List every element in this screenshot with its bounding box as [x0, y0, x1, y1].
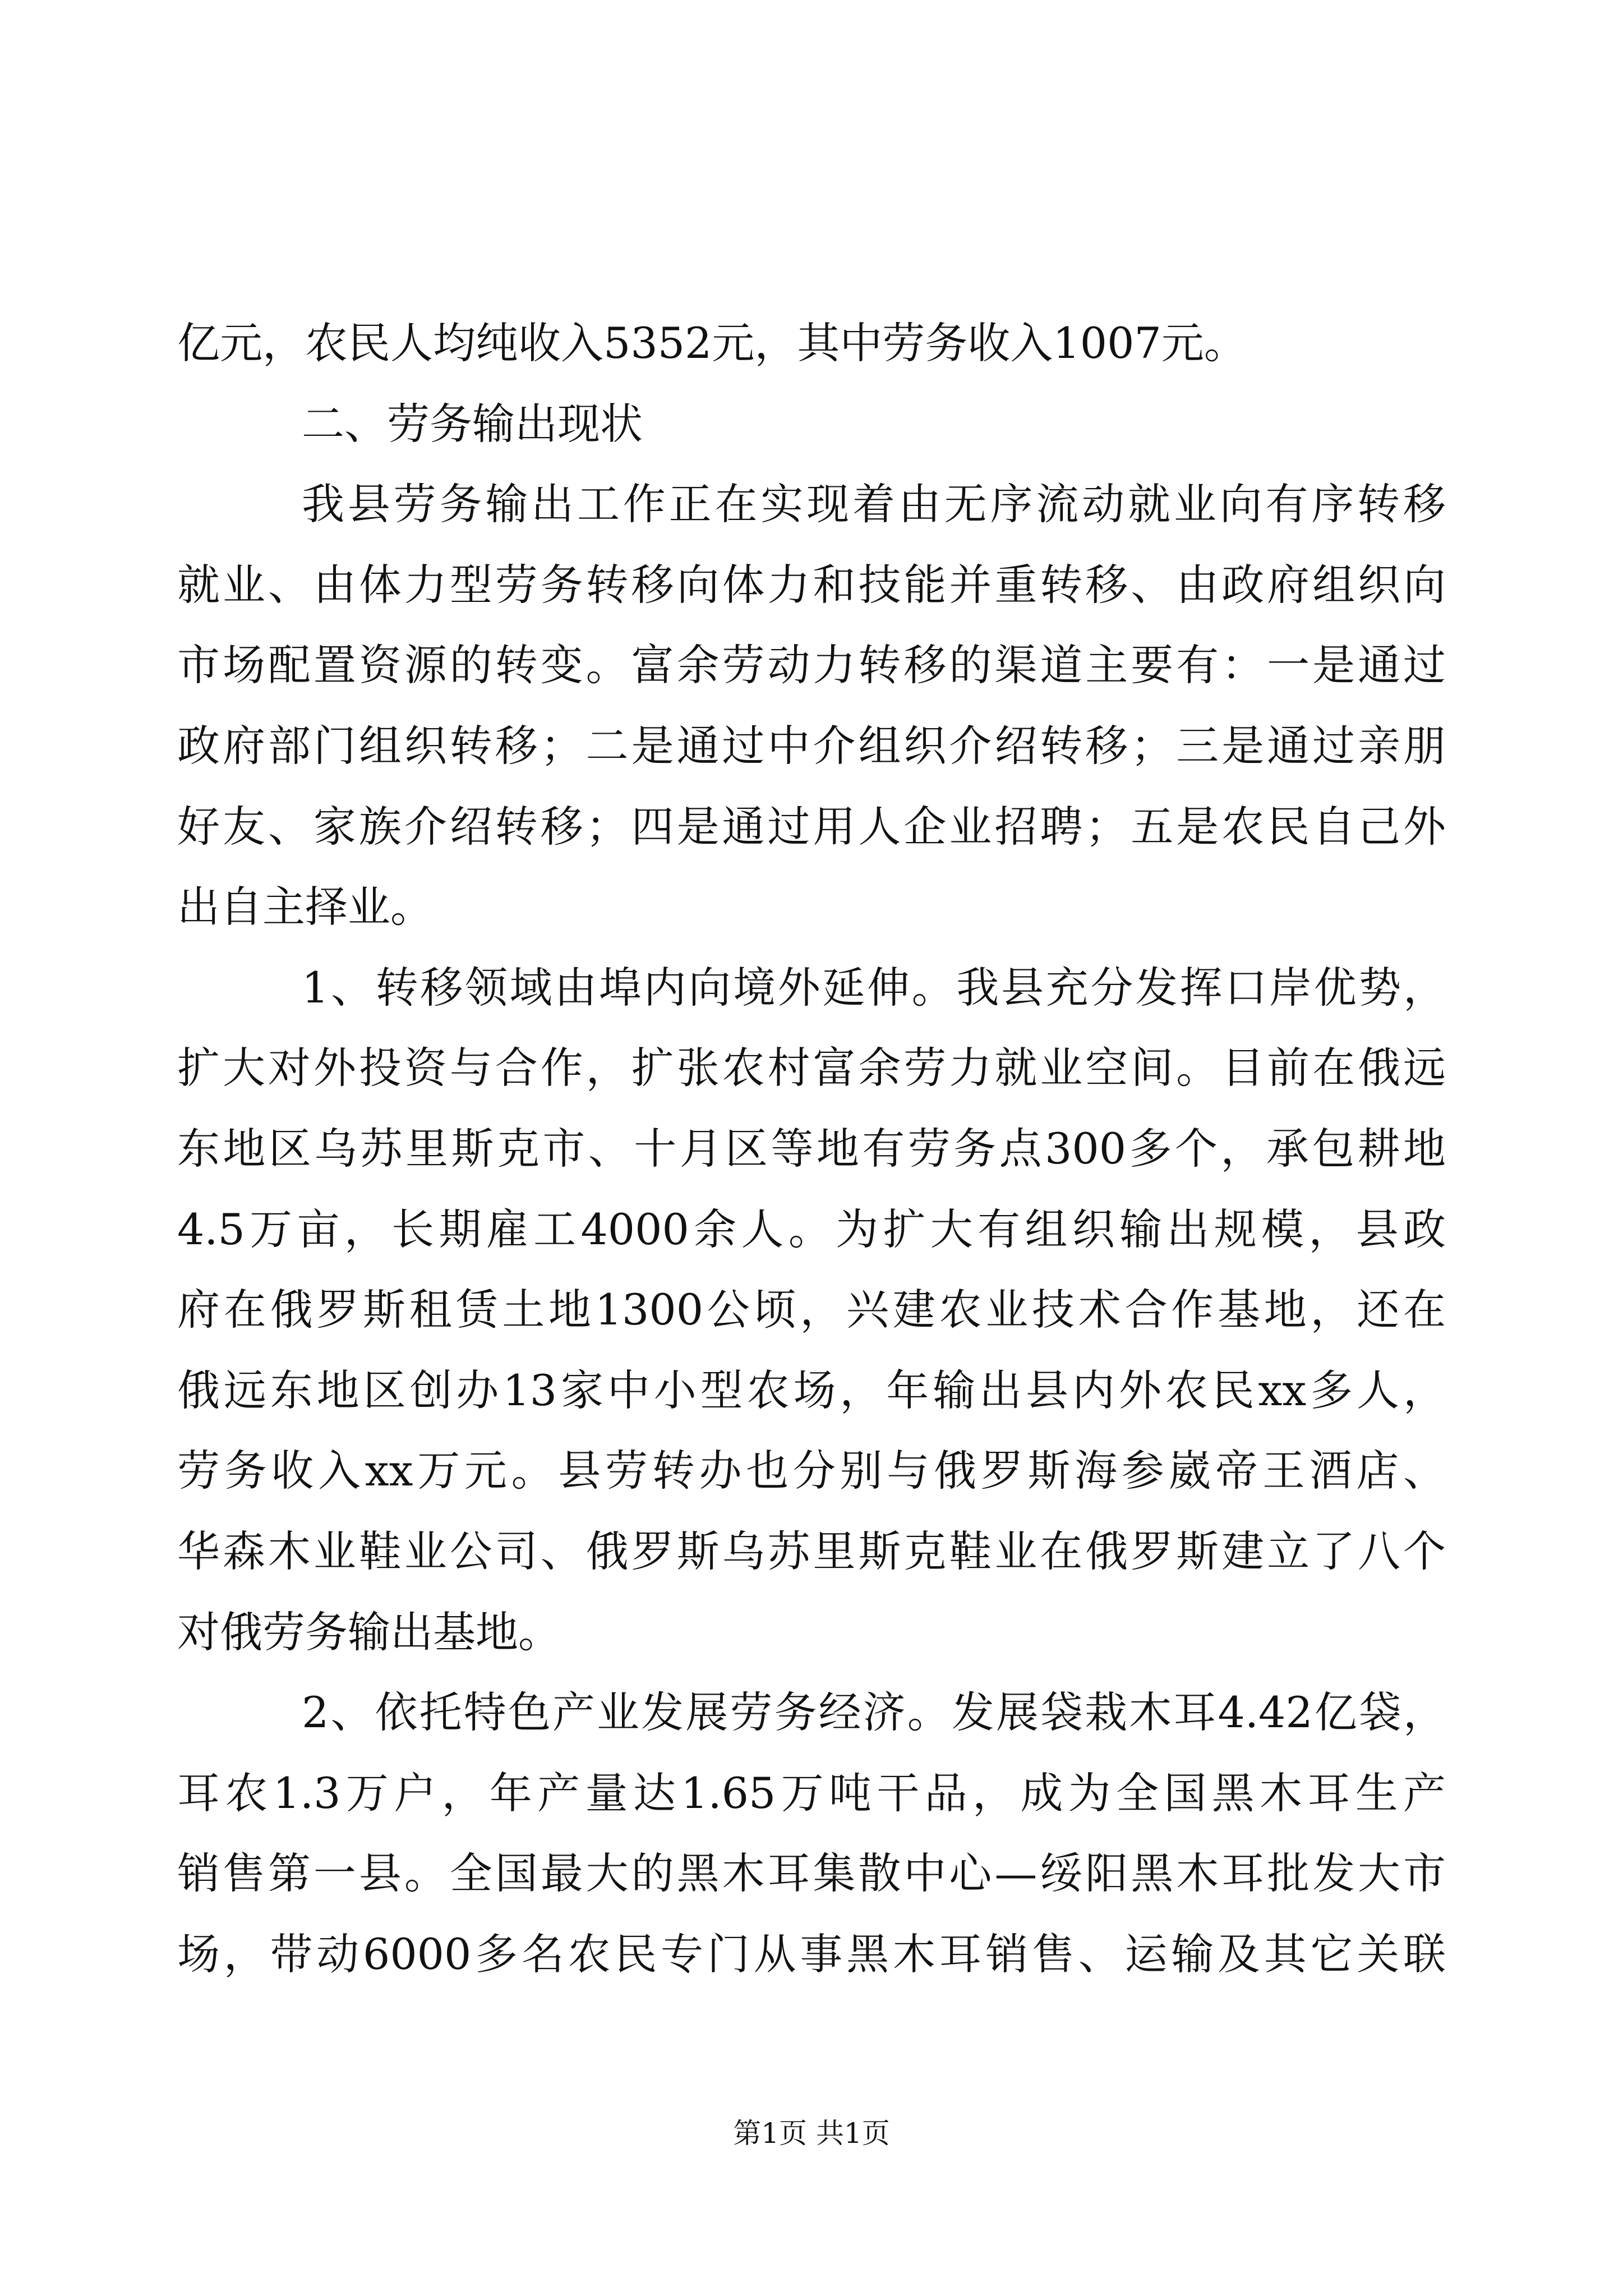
paragraph-line: 场，带动6000多名农民专门从事黑木耳销售、运输及其它关联 [177, 1929, 1446, 1979]
paragraph-line: 华森木业鞋业公司、俄罗斯乌苏里斯克鞋业在俄罗斯建立了八个 [177, 1526, 1446, 1576]
paragraph-line: 对俄劳务输出基地。 [177, 1607, 561, 1657]
paragraph-line: 出自主择业。 [177, 882, 433, 932]
paragraph-line: 1、转移领域由埠内向境外延伸。我县充分发挥口岸优势， [302, 962, 1446, 1013]
paragraph-line: 耳农1.3万户，年产量达1.65万吨干品，成为全国黑木耳生产 [177, 1768, 1446, 1818]
page-footer [0, 2114, 1623, 2153]
document-body [177, 303, 1446, 1994]
paragraph-line: 府在俄罗斯租赁土地1300公顷，兴建农业技术合作基地，还在 [177, 1285, 1446, 1335]
paragraph-line: 俄远东地区创办13家中小型农场，年输出县内外农民xx多人， [177, 1365, 1446, 1415]
paragraph-line: 东地区乌苏里斯克市、十月区等地有劳务点300多个，承包耕地 [177, 1123, 1446, 1174]
paragraph-line: 亿元，农民人均纯收入5352元，其中劳务收入1007元。 [177, 318, 1247, 368]
paragraph-line: 扩大对外投资与合作，扩张农村富余劳力就业空间。目前在俄远 [177, 1043, 1446, 1093]
paragraph-line: 劳务收入xx万元。县劳转办也分别与俄罗斯海参崴帝王酒店、 [177, 1446, 1446, 1496]
paragraph-line: 4.5万亩，长期雇工4000余人。为扩大有组织输出规模，县政 [177, 1204, 1446, 1254]
paragraph-line: 好友、家族介绍转移；四是通过用人企业招聘；五是农民自己外 [177, 801, 1446, 852]
paragraph-line: 销售第一县。全国最大的黑木耳集散中心—绥阳黑木耳批发大市 [177, 1848, 1446, 1899]
paragraph-line: 就业、由体力型劳务转移向体力和技能并重转移、由政府组织向 [177, 559, 1446, 610]
paragraph-line: 2、依托特色产业发展劳务经济。发展袋栽木耳4.42亿袋， [302, 1687, 1446, 1738]
section-heading: 二、劳务输出现状 [302, 398, 643, 449]
paragraph-line: 市场配置资源的转变。富余劳动力转移的渠道主要有：一是通过 [177, 640, 1446, 691]
paragraph-line: 我县劳务输出工作正在实现着由无序流动就业向有序转移 [302, 479, 1446, 530]
paragraph-line: 政府部门组织转移；二是通过中介组织介绍转移；三是通过亲朋 [177, 720, 1446, 771]
page-number: 第1页 共1页 [733, 2117, 890, 2150]
